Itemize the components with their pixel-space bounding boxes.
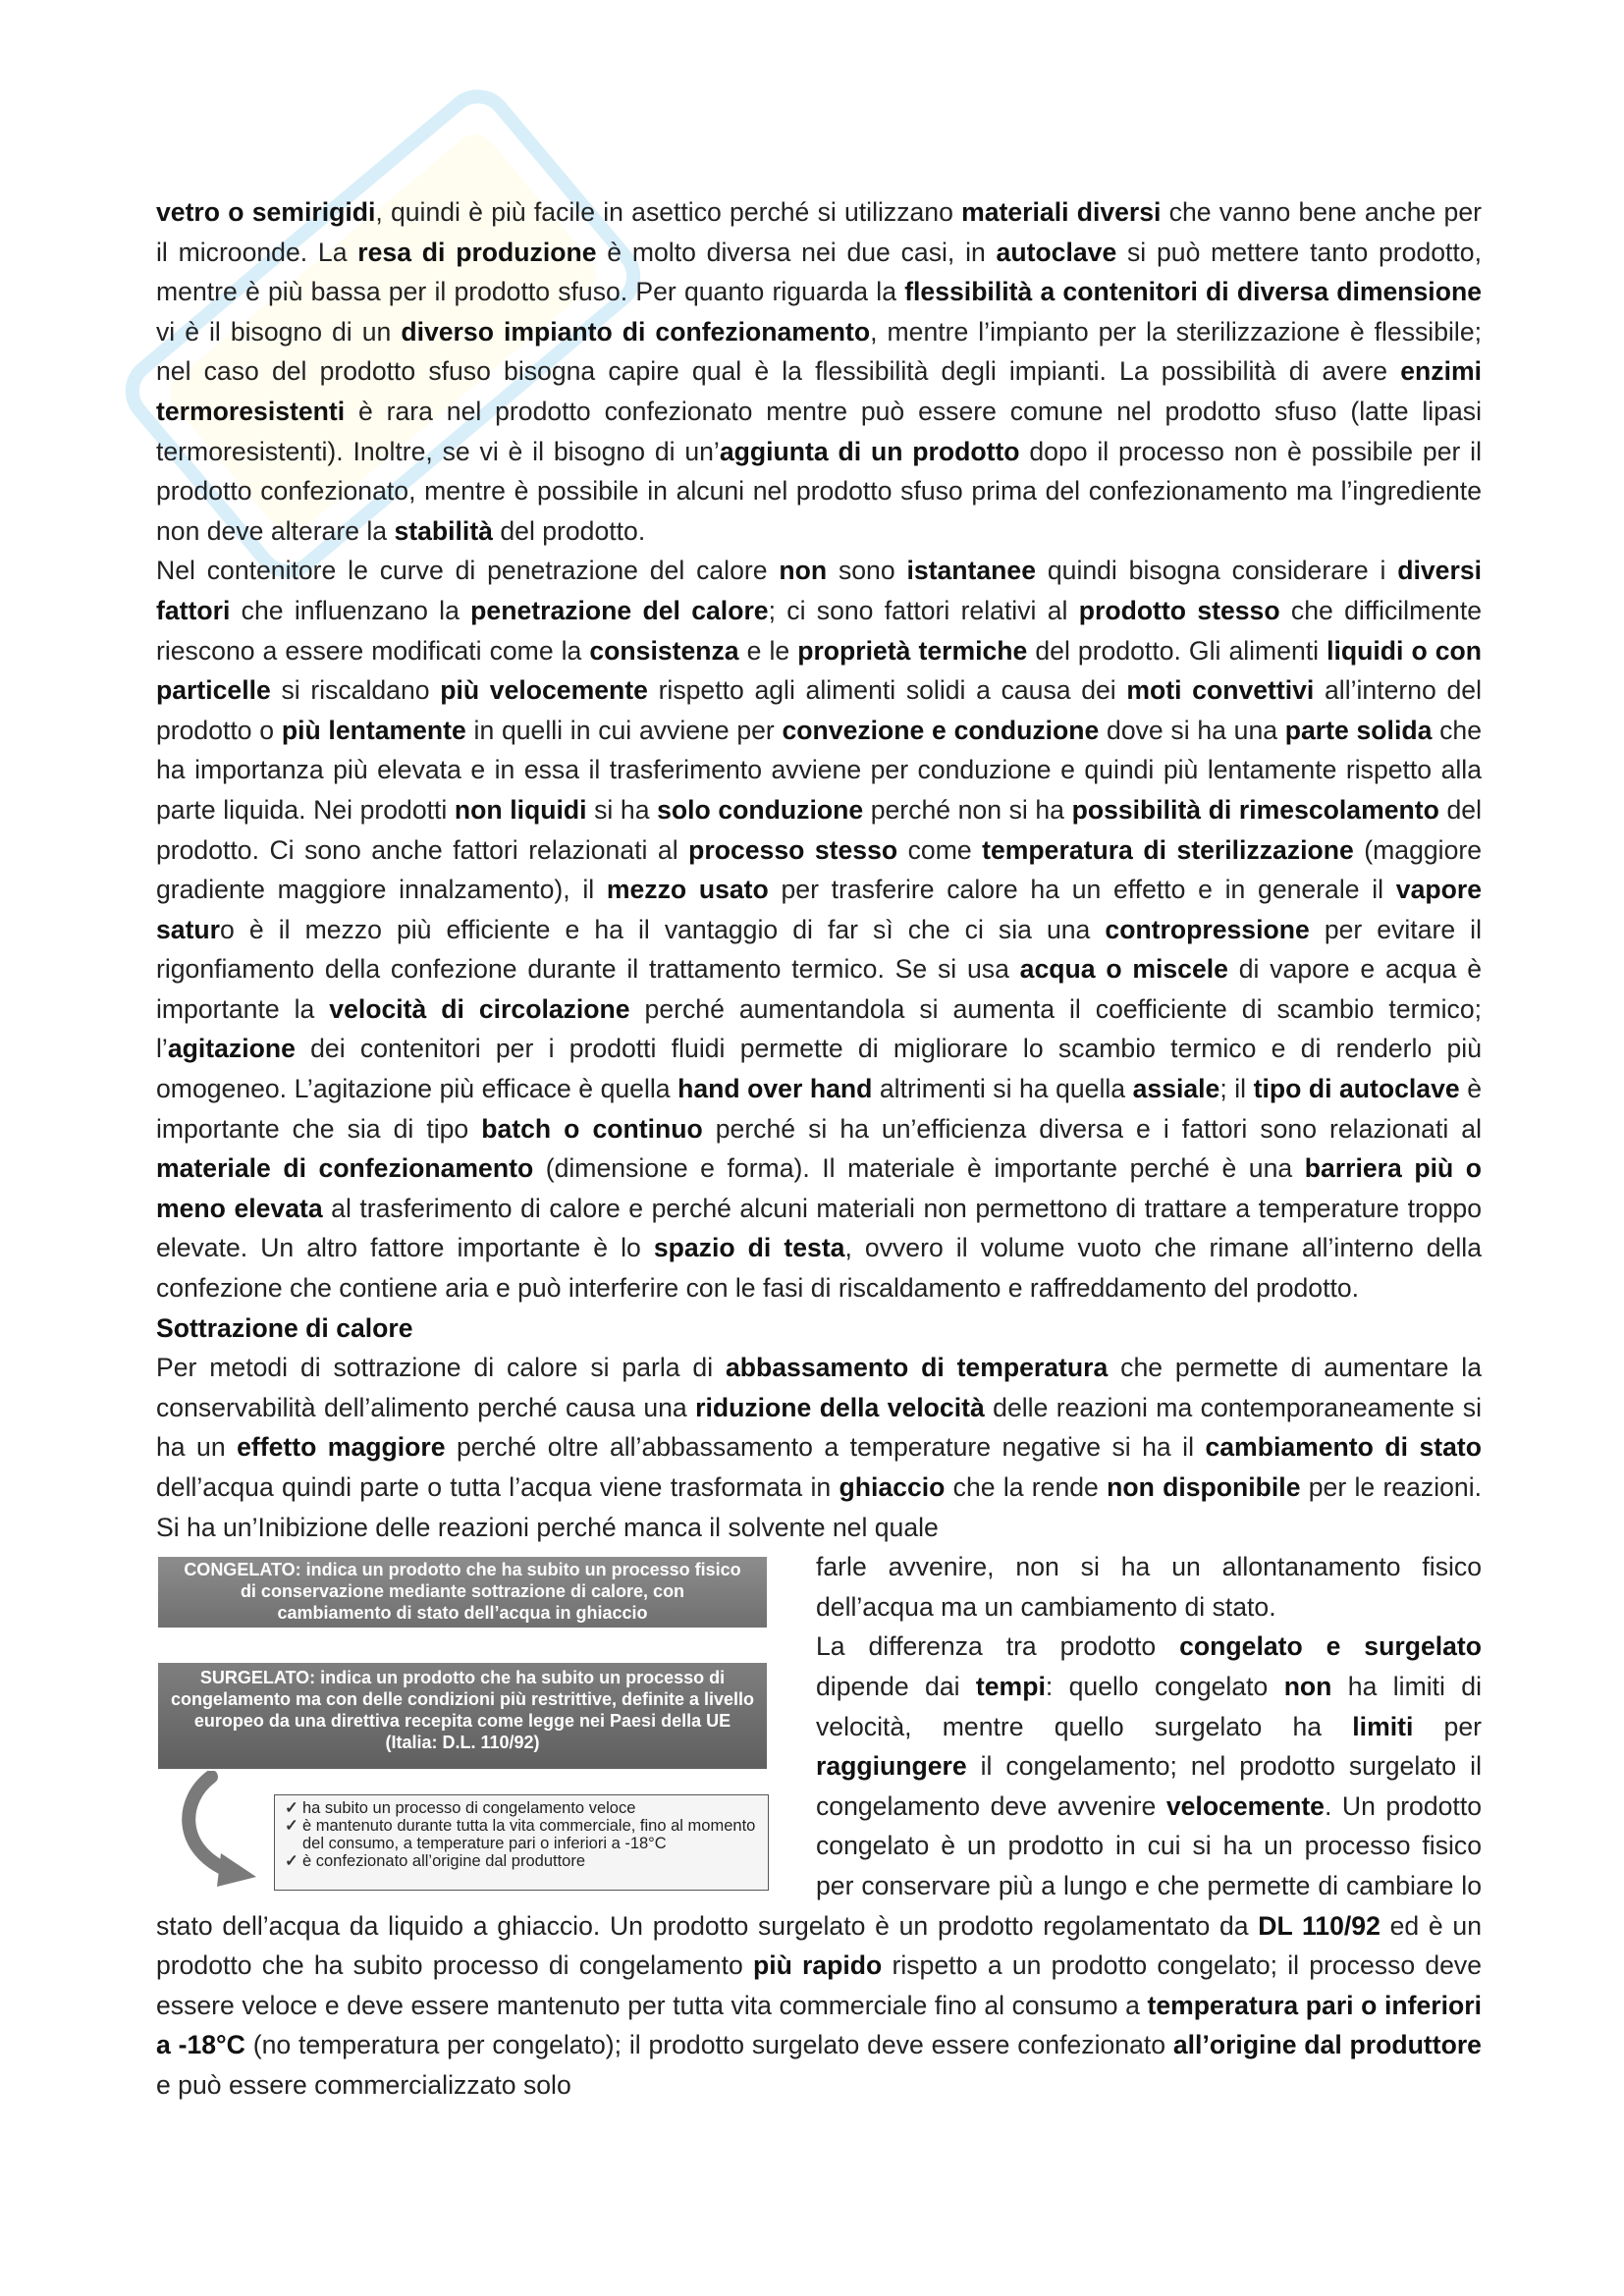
document-body <box>156 192 1482 2106</box>
text-run: : quello congelato <box>1045 1671 1284 1701</box>
text-run: delle reazioni ma contemporaneamente si ha un <box>156 1392 1482 1463</box>
bold-term: istantanee <box>906 556 1037 586</box>
text-run: che ha importanza più elevata e in essa il trasferimento avviene per conduzione e quindi più lentamente rispetto alla parte liquida. Nei prodotti <box>156 715 1482 825</box>
bold-term: tempi <box>975 1671 1046 1701</box>
bold-term: diversi fattori <box>156 556 1482 625</box>
surgelato-line: congelamento ma con delle condizioni più restrittive, definite a livello <box>170 1689 755 1710</box>
text-run: è importante che sia di tipo <box>156 1074 1482 1144</box>
surgelato-requirements-list <box>274 1794 769 1891</box>
text-run: perché oltre all’abbassamento a temperature negative si ha il <box>445 1432 1206 1463</box>
congelato-line: cambiamento di stato dell’acqua in ghiaccio <box>277 1603 648 1624</box>
text-run: vi è il bisogno di un <box>156 316 402 347</box>
bold-term: DL 110/92 <box>1258 1910 1380 1941</box>
text-run: dopo il processo non è possibile per il prodotto confezionato, mentre è possibile in alcuni nel prodotto sfuso prima del confezionamento ma l’ingrediente non deve alterare la <box>156 436 1483 546</box>
bold-term: materiale di confezionamento <box>156 1153 534 1184</box>
surgelato-line: europeo da una direttiva recepita come legge nei Paesi della UE <box>193 1711 731 1732</box>
text-run: al trasferimento di calore e perché alcuni materiali non permettono di trattare a temperature troppo elevate. Un altro fattore importante è lo <box>156 1193 1482 1263</box>
bold-term: spazio di testa <box>653 1233 845 1263</box>
bold-term: autoclave <box>996 237 1117 267</box>
bold-term: non disponibile <box>1107 1472 1301 1502</box>
surgelato-line: SURGELATO: indica un prodotto che ha subito un processo di <box>199 1668 726 1688</box>
requirement-item: ✓ è mantenuto durante tutta la vita commerciale, fino al momento del consumo, a temperature pari o inferiori a -18°C <box>283 1817 760 1852</box>
text-run: sono <box>827 556 907 586</box>
text-run: Nel contenitore le curve di penetrazione del calore <box>156 556 780 586</box>
text-run: quindi bisogna considerare i <box>1036 556 1398 586</box>
text-run: o è il mezzo più efficiente e ha il vantaggio di far sì che ci sia una <box>220 914 1106 944</box>
text-run: per le reazioni. Si ha un’Inibizione delle reazioni perché manca il solvente nel quale <box>156 1472 1482 1542</box>
surgelato-line: (Italia: D.L. 110/92) <box>385 1733 540 1753</box>
text-run: che influenzano la <box>230 595 471 625</box>
text-run: in quelli in cui avviene per <box>465 715 783 745</box>
text-run: che la rende <box>945 1472 1108 1502</box>
paragraph-3 <box>156 1348 1482 1547</box>
text-run: si ha <box>586 794 658 825</box>
bold-term: flessibilità a contenitori di diversa dimensione <box>904 277 1482 307</box>
congelato-line: CONGELATO: indica un prodotto che ha subito un processo fisico <box>184 1560 741 1580</box>
bold-term: assiale <box>1132 1074 1220 1104</box>
bold-term: contropressione <box>1105 914 1310 944</box>
text-run: per <box>1413 1711 1482 1741</box>
bold-term: riduzione della velocità <box>695 1392 985 1422</box>
paragraph-1 <box>156 192 1482 551</box>
bold-term: velocità di circolazione <box>329 993 630 1024</box>
bold-term: congelato e surgelato <box>1179 1631 1483 1662</box>
surgelato-definition-box <box>158 1663 767 1769</box>
text-run: che permette di aumentare la conservabilità dell’alimento perché causa una <box>156 1353 1483 1422</box>
bold-term: raggiungere <box>816 1751 967 1782</box>
text-run: , quindi è più facile in asettico perché si utilizzano <box>375 197 962 227</box>
text-run: perché aumentandola si aumenta il coefficiente di scambio termico; l’ <box>156 993 1483 1064</box>
bold-term: velocemente <box>1165 1790 1325 1821</box>
text-run: all’interno del prodotto o <box>156 675 1482 745</box>
bold-term: penetrazione del calore <box>470 595 769 625</box>
curved-arrow-icon <box>172 1771 260 1889</box>
text-run: come <box>897 834 983 865</box>
bold-term: convezione e conduzione <box>782 715 1100 745</box>
bold-term: barriera più o meno elevata <box>156 1153 1483 1223</box>
bold-term: enzimi termoresistenti <box>156 356 1482 426</box>
text-run: , ovvero il volume vuoto che rimane all’interno della confezione che contiene aria e può interferire con le fasi di riscaldamento e raffreddamento del prodotto. <box>156 1233 1482 1304</box>
bold-term: stabilità <box>394 515 493 546</box>
bold-term: vetro o semirigidi <box>156 197 376 227</box>
bold-term: temperatura di sterilizzazione <box>982 834 1354 865</box>
bold-term: più rapido <box>752 1950 883 1981</box>
paragraph-2 <box>156 551 1482 1308</box>
text-run: ed è un prodotto che ha subito processo di congelamento <box>156 1910 1482 1981</box>
bold-term: batch o continuo <box>481 1113 703 1144</box>
bold-term: tipo di autoclave <box>1253 1074 1460 1104</box>
congelato-surgelato-figure <box>156 1555 773 1895</box>
bold-term: liquidi o con particelle <box>156 635 1483 706</box>
bold-term: temperatura pari o inferiori a -18°C <box>156 1990 1482 2060</box>
text-run: altrimenti si ha quella <box>872 1074 1133 1104</box>
bold-term: più velocemente <box>440 675 648 706</box>
bold-term: parte solida <box>1284 715 1433 745</box>
bold-term: possibilità di rimescolamento <box>1071 794 1439 825</box>
bold-term: non <box>779 556 828 586</box>
bold-term: moti convettivi <box>1126 675 1315 706</box>
text-run: farle avvenire, non si ha un allontanamento fisico dell’acqua ma un cambiamento di stato. <box>816 1552 1482 1622</box>
text-run: che vanno bene anche per il microonde. La <box>156 197 1482 267</box>
bold-term: resa di produzione <box>357 237 597 267</box>
bold-term: abbassamento di temperatura <box>725 1353 1109 1383</box>
text-run: ; ci sono fattori relativi al <box>768 595 1079 625</box>
text-run: dipende dai <box>816 1671 976 1701</box>
congelato-line: di conservazione mediante sottrazione di calore, con <box>240 1581 685 1602</box>
text-run: del prodotto. Gli alimenti <box>1027 635 1327 666</box>
requirement-item: ✓ è confezionato all’origine dal produttore <box>283 1852 760 1870</box>
bold-term: proprietà termiche <box>797 635 1028 666</box>
bold-term: ghiaccio <box>839 1472 946 1502</box>
text-run: si può mettere tanto prodotto, mentre è più bassa per il prodotto sfuso. Per quanto riguarda la <box>156 237 1482 307</box>
text-run: ; il <box>1219 1074 1254 1104</box>
congelato-definition-box <box>158 1557 767 1628</box>
section-heading: Sottrazione di calore <box>156 1312 413 1343</box>
bold-term: cambiamento di stato <box>1205 1432 1482 1463</box>
text-run: e può essere commercializzato solo <box>156 2069 571 2100</box>
text-run: si riscaldano <box>270 675 441 706</box>
bold-term: prodotto stesso <box>1078 595 1280 625</box>
text-run: ha limiti di velocità, mentre quello surgelato ha <box>816 1671 1483 1741</box>
text-run: , mentre l’impianto per la sterilizzazione è flessibile; nel caso del prodotto sfuso bisogna capire qual è la flessibilità degli impianti. La possibilità di avere <box>156 316 1482 387</box>
bold-term: solo conduzione <box>657 794 864 825</box>
bold-term: limiti <box>1352 1711 1414 1741</box>
bold-term: all’origine dal produttore <box>1172 2030 1482 2060</box>
text-run: il congelamento; nel prodotto surgelato il congelamento deve avvenire <box>816 1751 1482 1821</box>
text-run: rispetto agli alimenti solidi a causa dei <box>647 675 1127 706</box>
bold-term: non <box>1283 1671 1332 1701</box>
text-run: perché non si ha <box>863 794 1072 825</box>
bold-term: hand over hand <box>677 1074 873 1104</box>
text-run: dei contenitori per i prodotti fluidi permette di migliorare lo scambio termico e di renderlo più omogeneo. L’agitazione più efficace è quella <box>156 1034 1482 1104</box>
requirement-item: ✓ ha subito un processo di congelamento veloce <box>283 1799 760 1817</box>
text-run: dell’acqua quindi parte o tutta l’acqua viene trasformata in <box>156 1472 839 1502</box>
text-run: che difficilmente riescono a essere modificati come la <box>156 595 1483 666</box>
bold-term: consistenza <box>589 635 739 666</box>
text-run: per evitare il rigonfiamento della confezione durante il trattamento termico. Se si usa <box>156 914 1482 985</box>
text-run: rispetto a un prodotto congelato; il processo deve essere veloce e deve essere mantenuto per tutta vita commerciale fino al consumo a <box>156 1950 1483 2020</box>
text-run: . Un prodotto congelato è un prodotto in cui si ha un processo fisico per conservare più a lungo e che permette di cambiare lo stato dell’acqua da liquido a ghiaccio. Un prodotto surgelato è un prodotto regolamentato da <box>156 1790 1482 1941</box>
bold-term: più lentamente <box>281 715 466 745</box>
text-run: del prodotto. Ci sono anche fattori relazionati al <box>156 794 1482 865</box>
bold-term: aggiunta di un prodotto <box>719 436 1020 466</box>
bold-term: diverso impianto di confezionamento <box>401 316 871 347</box>
bold-term: non liquidi <box>454 794 587 825</box>
text-run: di vapore e acqua è importante la <box>156 954 1483 1024</box>
text-run: è rara nel prodotto confezionato mentre può essere comune nel prodotto sfuso (latte lipasi termoresistenti). Inoltre, se vi è il bisogno di un’ <box>156 396 1482 466</box>
text-run: per trasferire calore ha un effetto e in generale il <box>768 875 1396 905</box>
text-run: Per metodi di sottrazione di calore si parla di <box>156 1353 726 1383</box>
text-run: (dimensione e forma). Il materiale è importante perché è una <box>533 1153 1305 1184</box>
bold-term: vapore satur <box>156 875 1483 944</box>
bold-term: processo stesso <box>688 834 898 865</box>
text-run: dove si ha una <box>1099 715 1285 745</box>
bold-term: effetto maggiore <box>237 1432 446 1463</box>
bold-term: mezzo usato <box>606 875 769 905</box>
bold-term: acqua o miscele <box>1019 954 1228 985</box>
text-run: (maggiore gradiente maggiore innalzamento), il <box>156 834 1482 905</box>
text-run: La differenza tra prodotto <box>816 1631 1180 1662</box>
text-run: è molto diversa nei due casi, in <box>596 237 997 267</box>
text-run: (no temperatura per congelato); il prodotto surgelato deve essere confezionato <box>244 2030 1173 2060</box>
text-run: del prodotto. <box>492 515 646 546</box>
text-run: perché si ha un’efficienza diversa e i fattori sono relazionati al <box>702 1113 1482 1144</box>
text-run: e le <box>738 635 798 666</box>
bold-term: agitazione <box>167 1034 296 1064</box>
bold-term: materiali diversi <box>961 197 1162 227</box>
